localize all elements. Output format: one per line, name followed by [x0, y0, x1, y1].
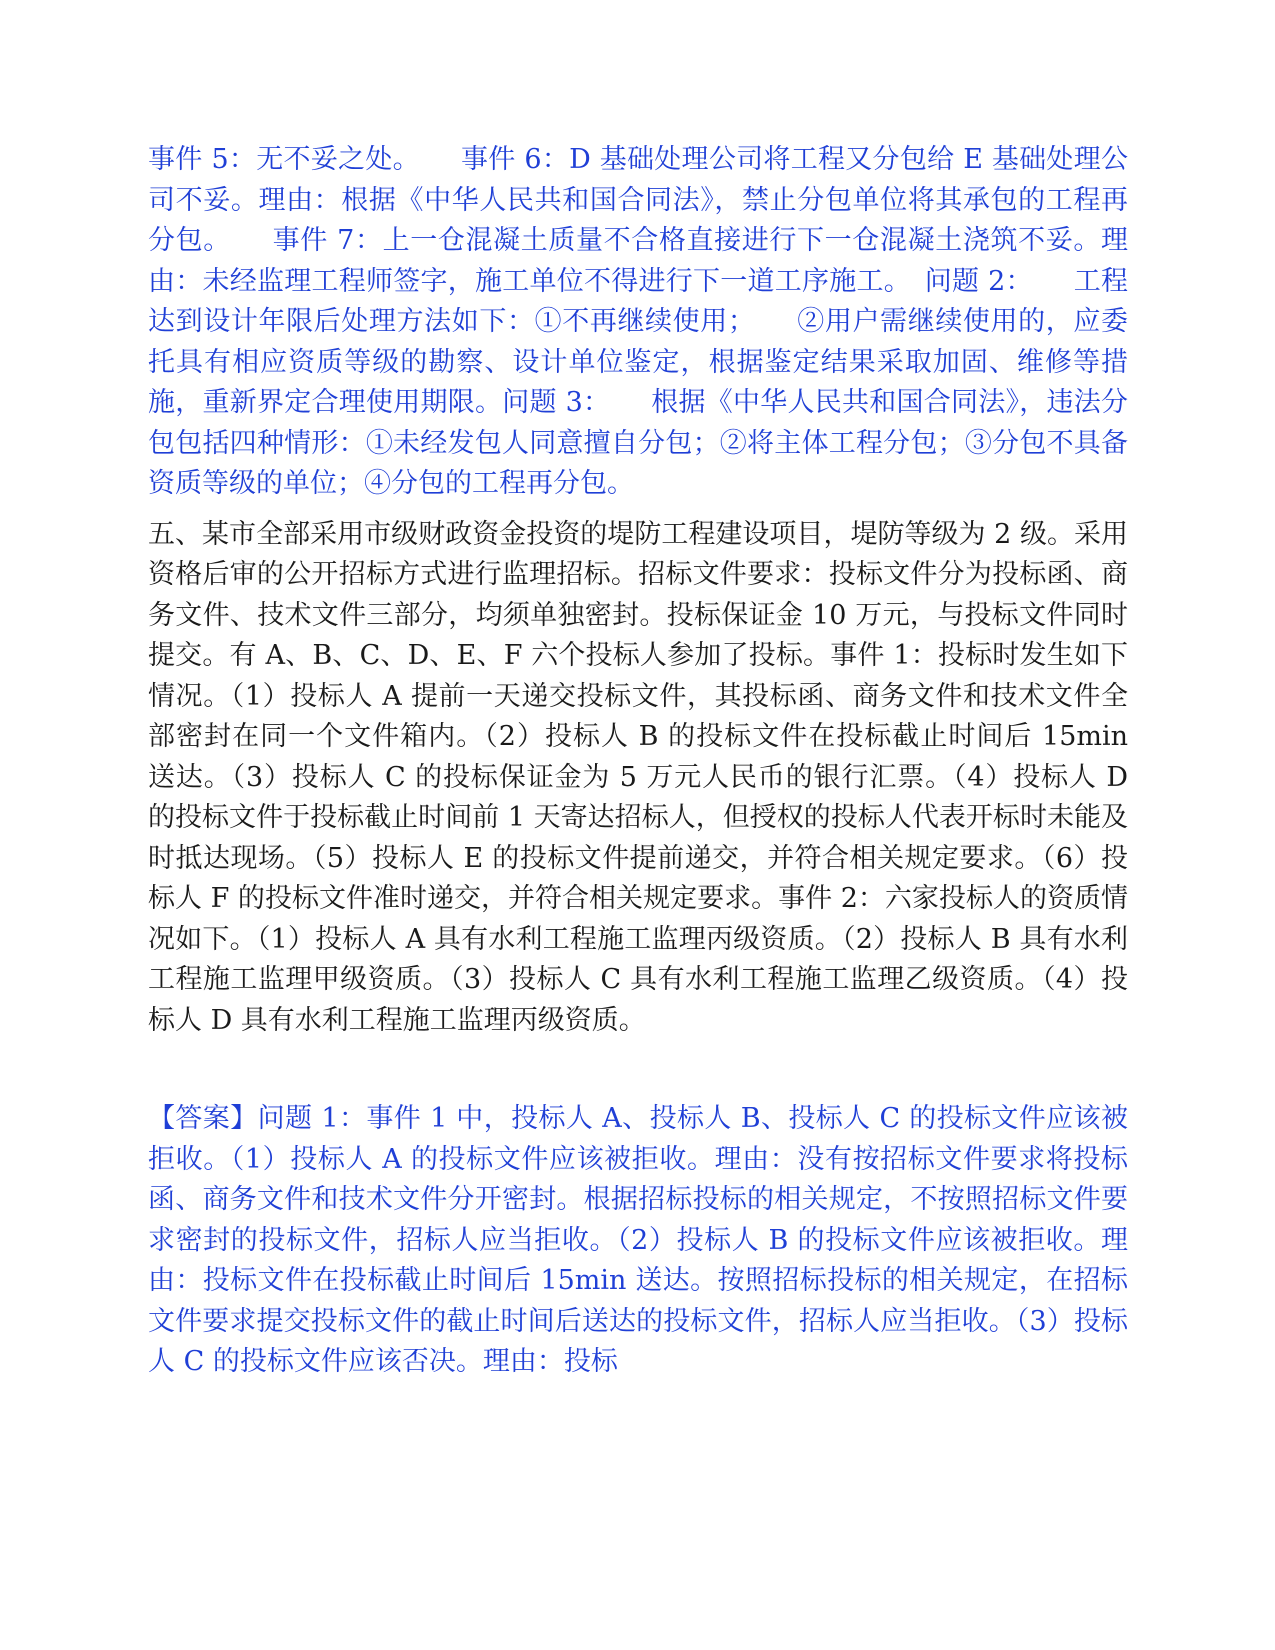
question-five-paragraph: 五、某市全部采用市级财政资金投资的堤防工程建设项目，堤防等级为 2 级。采用资格后审的公开招标方式进行监理招标。招标文件要求：投标文件分为投标函、商务文件、技术文件三部分，均须单独密封。投标保证金 10 万元，与投标文件同时提交。有 A、B、C、D、E、F 六个投标人参加了投标。事件 1：投标时发生如下情况。（1）投标人 A 提前一天递交投标文件，其投标函、商务文件和技术文件全部密封在同一个文件箱内。（2）投标人 B 的投标文件在投标截止时间后 15min 送达。（3）投标人 C 的投标保证金为 5 万元人民币的银行汇票。（4）投标人 D 的投标文件于投标截止时间前 1 天寄达招标人，但授权的投标人代表开标时未能及时抵达现场。（5）投标人 E 的投标文件提前递交，并符合相关规定要求。（6）投标人 F 的投标文件准时递交，并符合相关规定要求。事件 2：六家投标人的资质情况如下。（1）投标人 A 具有水利工程施工监理丙级资质。（2）投标人 B 具有水利工程施工监理甲级资质。（3）投标人 C 具有水利工程施工监理乙级资质。（4）投标人 D 具有水利工程施工监理丙级资质。	[148, 518, 1128, 1036]
paragraph-spacer	[148, 505, 1128, 515]
answer-paragraph: 【答案】问题 1：事件 1 中，投标人 A、投标人 B、投标人 C 的投标文件应该被拒收。（1）投标人 A 的投标文件应该被拒收。理由：没有按招标文件要求将投标函、商务文件和技术文件分开密封。根据招标投标的相关规定，不按照招标文件要求密封的投标文件，招标人应当拒收。（2）投标人 B 的投标文件应该被拒收。理由：投标文件在投标截止时间后 15min 送达。按照招标投标的相关规定，在招标文件要求提交投标文件的截止时间后送达的投标文件，招标人应当拒收。（3）投标人 C 的投标文件应该否决。理由：投标	[148, 1103, 1128, 1377]
answer-continuation-paragraph: 事件 5：无不妥之处。 事件 6：D 基础处理公司将工程又分包给 E 基础处理公司不妥。理由：根据《中华人民共和国合同法》，禁止分包单位将其承包的工程再分包。 事件 7：上一仓混凝土质量不合格直接进行下一仓混凝土浇筑不妥。理由：未经监理工程师签字，施工单位不得进行下一道工序施工。 问题 2： 工程达到设计年限后处理方法如下：①不再继续使用； ②用户需继续使用的，应委托具有相应资质等级的勘察、设计单位鉴定，根据鉴定结果采取加固、维修等措施，重新界定合理使用期限。问题 3： 根据《中华人民共和国合同法》，违法分包包括四种情形：①未经发包人同意擅自分包；②将主体工程分包；③分包不具备资质等级的单位；④分包的工程再分包。	[148, 144, 1128, 499]
paragraph-spacer	[148, 1041, 1128, 1099]
document-page	[148, 140, 1128, 1383]
